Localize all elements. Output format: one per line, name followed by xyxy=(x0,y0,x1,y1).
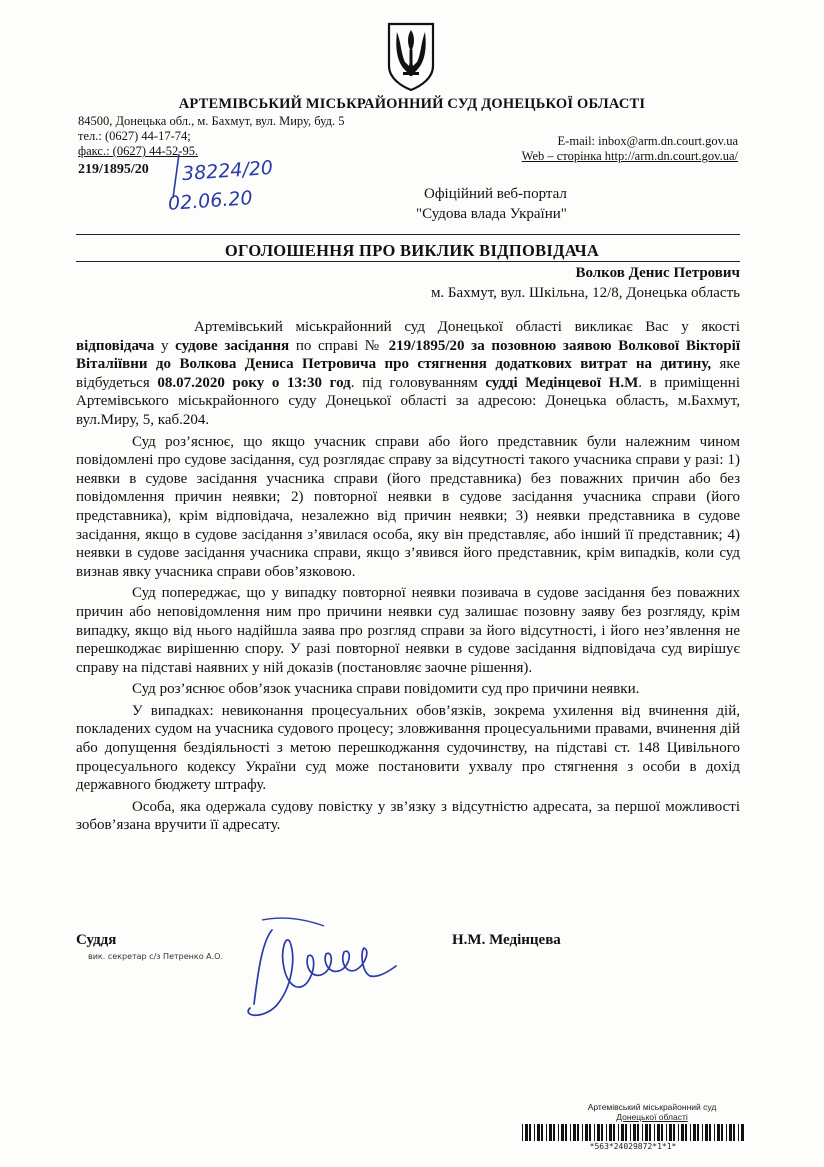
court-name: АРТЕМІВСЬКИЙ МІСЬКРАЙОННИЙ СУД ДОНЕЦЬКОЇ ОБЛАСТІ xyxy=(178,96,646,112)
handwritten-signature xyxy=(232,912,402,1024)
barcode-icon xyxy=(522,1124,744,1141)
court-fax: факс.: (0627) 44-52-95. xyxy=(78,144,199,158)
coat-of-arms-icon xyxy=(385,20,437,92)
recipient-block xyxy=(416,184,567,224)
recipient-line1: Офіційний веб-портал xyxy=(424,186,567,202)
stamp-line1: Артемівський міськрайонний суд xyxy=(587,1102,717,1112)
handwritten-outgoing-date: 02.06.20 xyxy=(167,187,254,215)
addressee-block xyxy=(300,263,740,303)
addressee-name: Волков Денис Петрович xyxy=(575,265,740,281)
paragraph-summons: Артемівський міськрайонний суд Донецької області викликає Вас у якості відповідача у судове засідання по справі № 219/1895/20 за позовною заявою Волкової Вікторії Віталіївни до Волкова Дениса Петровича про стягнення додаткових витрат на дитину, яке відбудеться 08.07.2020 року о 13:30 год. під головуванням судді Медінцевої Н.М. в приміщенні Артемівського міськрайонного суду Донецької області за адресою: Донецька область, м.Бахмут, вул.Миру, 5, каб.204. xyxy=(76,319,741,428)
signature-role: Суддя xyxy=(76,932,117,948)
notice-body xyxy=(76,318,740,838)
paragraph-delivery: Особа, яка одержала судову повістку у зв’язку з відсутністю адресата, за першої можливості зобов’язана вручити її адресату. xyxy=(76,798,740,834)
handwritten-outgoing-number: 38224/20 xyxy=(181,156,274,186)
case-number: 219/1895/20 xyxy=(78,162,149,177)
paragraph-absence-rules: Суд роз’яснює, що якщо учасник справи або його представник були належним чином повідомлені про судове засідання, суд розглядає справу за відсутності такого учасника справи у разі: 1) неявки в судове засідання учасника справи (його представника) без поважних причин або без повідомлення причин неявки; 2) повторної неявки в судове засідання учасника справи (його представника), крім відповідача, незалежно від причин неявки; 3) неявки представника в судове засідання, якщо в судове засідання з’явилася особа, яку він представляє, або інший її представник; 4) неявки в судове засідання учасника справи, якщо з’явився його представник, крім випадків, коли суд визнав явку учасника справи обов’язковою. xyxy=(76,433,740,580)
court-email: E-mail: inbox@arm.dn.court.gov.ua xyxy=(557,134,738,148)
court-address: 84500, Донецька обл., м. Бахмут, вул. Миру, буд. 5 xyxy=(78,114,345,128)
stamp-line2: Донецької області xyxy=(616,1112,688,1122)
court-web: Web – сторінка http://arm.dn.court.gov.ua/ xyxy=(521,149,738,163)
paragraph-duty: Суд роз’яснює обов’язок учасника справи повідомити суд про причини неявки. xyxy=(132,681,640,698)
judge-name: Н.М. Медінцева xyxy=(452,932,561,948)
barcode-number: *563*24029872*1*1* xyxy=(589,1142,677,1151)
recipient-line2: "Судова влада України" xyxy=(416,206,567,222)
notice-title: ОГОЛОШЕННЯ ПРО ВИКЛИК ВІДПОВІДАЧА xyxy=(224,241,600,260)
paragraph-warning: Суд попереджає, що у випадку повторної неявки позивача в судове засідання без поважних причин або неповідомлення ним про причини неявки суд залишає позовну заяву без розгляду, крім випадку, якщо від нього надійшла заява про розгляд справи за його відсутності, і його нез’явлення не перешкоджає вирішенню спору. У разі повторної неявки в судове засідання відповідача суд вирішує справу на підставі наявних у ній доказів (постановляє заочне рішення). xyxy=(76,585,740,676)
court-contacts xyxy=(430,134,738,164)
registry-stamp xyxy=(560,1102,744,1122)
title-divider xyxy=(76,261,740,262)
paragraph-fines: У випадках: невиконання процесуальних обов’язків, зокрема ухилення від вчинення дій, покладених судом на учасника судового процесу; зловживання процесуальними правами, вчинення дій або допущення бездіяльності з метою перешкоджання судочинству, на підставі ст. 148 Цивільного процесуального кодексу України суд може постановити ухвалу про стягнення з особи в дохід державного бюджету штрафу. xyxy=(76,702,740,794)
header-divider xyxy=(76,234,740,235)
court-address-block xyxy=(78,114,344,159)
addressee-address: м. Бахмут, вул. Шкільна, 12/8, Донецька область xyxy=(430,285,740,301)
executor-note: вик. секретар с/з Петренко А.О. xyxy=(88,952,224,961)
court-phone: тел.: (0627) 44-17-74; xyxy=(78,129,191,143)
